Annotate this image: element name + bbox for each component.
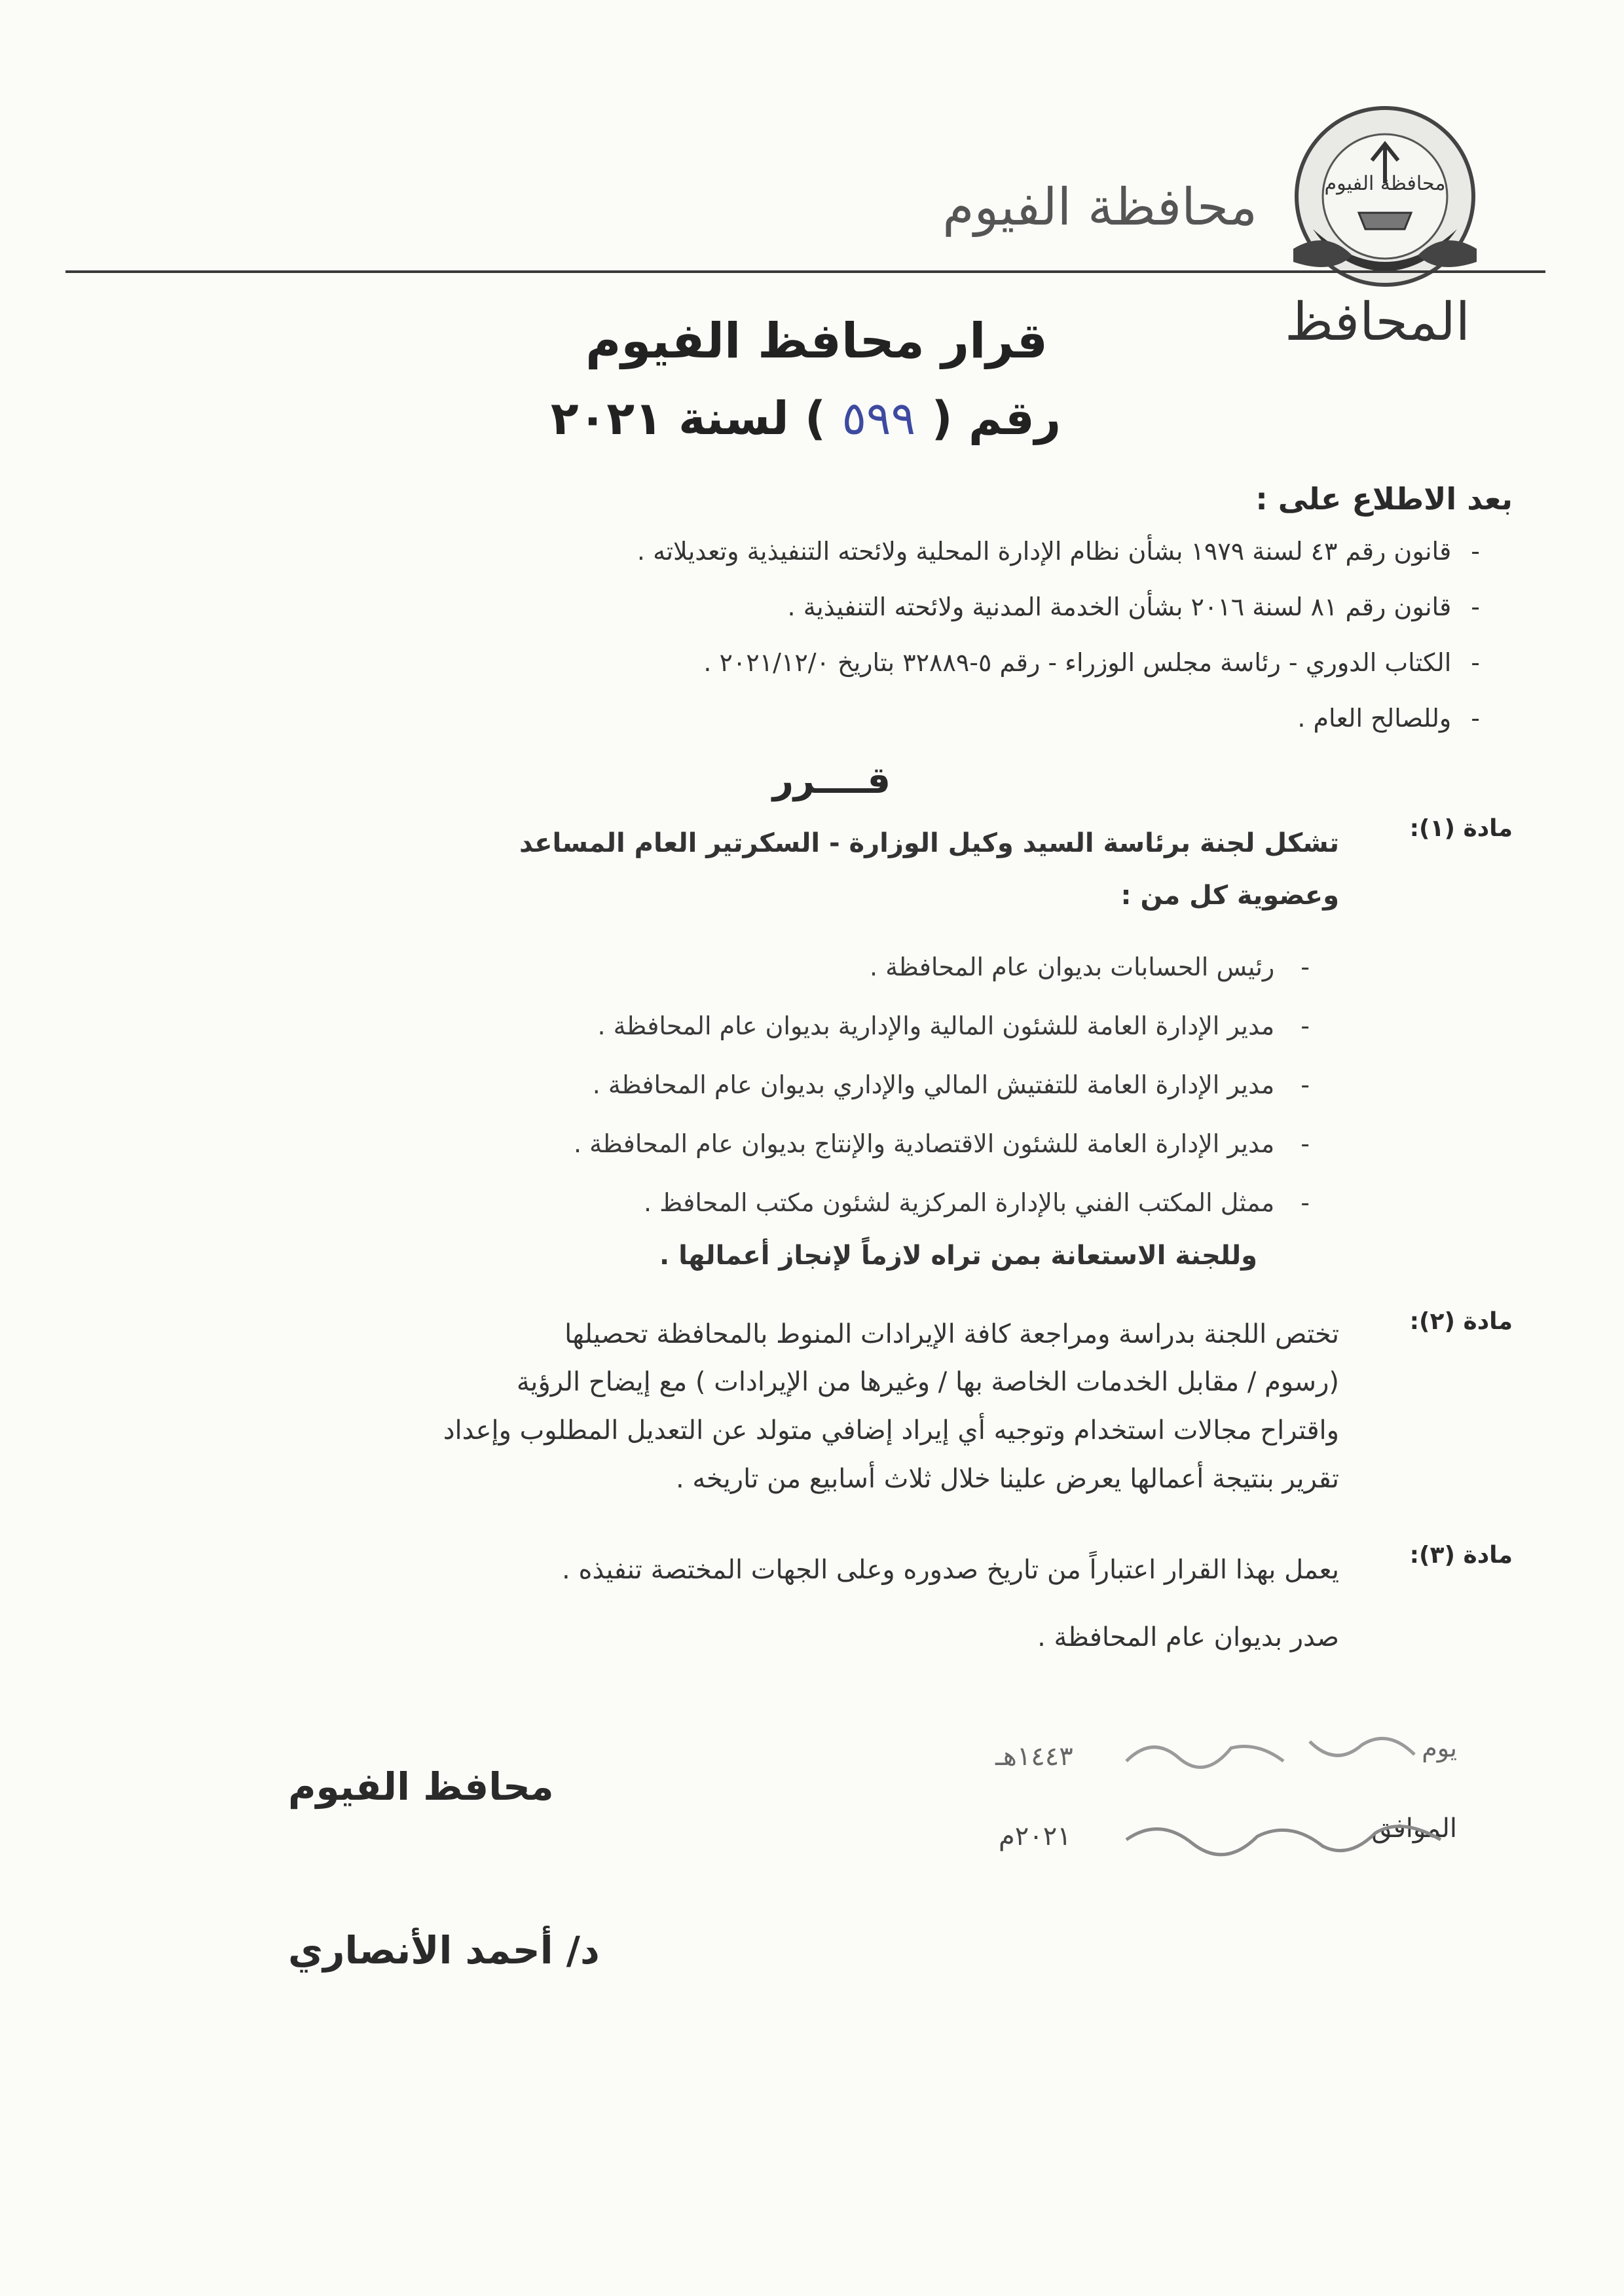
handwritten-gregorian-date [1113, 1807, 1480, 1866]
article-3-line: يعمل بهذا القرار اعتباراً من تاريخ صدوره وعلى الجهات المختصة تنفيذه . [562, 1555, 1339, 1585]
preamble-item: - الكتاب الدوري - رئاسة مجلس الوزراء - رقم ٥-٣٢٨٨٩ بتاريخ ٢٠٢١/١٢/٠ . [703, 648, 1480, 677]
article-2-label: مادة (٢): [1409, 1308, 1513, 1335]
committee-member: - مدير الإدارة العامة للتفتيش المالي والإداري بديوان عام المحافظة . [593, 1070, 1310, 1099]
article-1-closing: وللجنة الاستعانة بمن تراه لازماً لإنجاز أعمالها . [659, 1241, 1257, 1271]
date-corresponding-label: الموافق [1371, 1813, 1457, 1844]
decree-title: قرار محافظ الفيوم [585, 313, 1048, 369]
article-1-line: وعضوية كل من : [1120, 881, 1339, 911]
decided-heading: قــــرر [772, 759, 891, 802]
committee-member: - مدير الإدارة العامة للشئون الاقتصادية والإنتاج بديوان عام المحافظة . [574, 1129, 1310, 1158]
signature-title: محافظ الفيوم [288, 1764, 554, 1809]
committee-member: - رئيس الحسابات بديوان عام المحافظة . [870, 953, 1310, 981]
seal-text: محافظة الفيوم [1324, 172, 1446, 195]
article-2-line: تقرير بنتيجة أعمالها يعرض علينا خلال ثلاث أسابيع من تاريخه . [675, 1464, 1339, 1494]
decree-number-prefix: رقم ( [931, 392, 1061, 445]
preamble-item: - وللصالح العام . [1297, 704, 1480, 733]
signature-name: د/ أحمد الأنصاري [288, 1928, 600, 1973]
date-gregorian: ٢٠٢١م [999, 1821, 1071, 1851]
article-3-label: مادة (٣): [1409, 1542, 1513, 1569]
governor-label: المحافظ [1284, 291, 1470, 352]
decree-number-value: ٥٩٩ [841, 392, 916, 445]
governorate-title: محافظة الفيوم [942, 178, 1257, 237]
article-1-line: تشكل لجنة برئاسة السيد وكيل الوزارة - السكرتير العام المساعد [519, 828, 1339, 858]
article-2-line: واقتراح مجالات استخدام وتوجيه أي إيراد إضافي متولد عن التعديل المطلوب وإعداد [443, 1415, 1339, 1446]
preamble-heading: بعد الاطلاع على : [1255, 481, 1513, 517]
article-1-label: مادة (١): [1409, 815, 1513, 842]
article-2-line: (رسوم / مقابل الخدمات الخاصة بها / وغيرها من الإيرادات ) مع إيضاح الرؤية [516, 1367, 1339, 1397]
preamble-item: - قانون رقم ٨١ لسنة ٢٠١٦ بشأن الخدمة المدنية ولائحته التنفيذية . [788, 592, 1480, 621]
decree-number [551, 392, 1061, 445]
governorate-seal-logo [1287, 98, 1483, 295]
date-day-label: يوم [1422, 1734, 1457, 1762]
committee-member: - مدير الإدارة العامة للشئون المالية والإدارية بديوان عام المحافظة . [597, 1011, 1310, 1040]
issued-line: صدر بديوان عام المحافظة . [1037, 1622, 1339, 1652]
committee-member: - ممثل المكتب الفني بالإدارة المركزية لشئون مكتب المحافظ . [644, 1188, 1310, 1217]
decree-number-suffix: ) لسنة ٢٠٢١ [550, 392, 826, 445]
preamble-item: - قانون رقم ٤٣ لسنة ١٩٧٩ بشأن نظام الإدارة المحلية ولائحته التنفيذية وتعديلاته . [637, 537, 1480, 566]
article-2-line: تختص اللجنة بدراسة ومراجعة كافة الإيرادات المنوط بالمحافظة تحصيلها [564, 1319, 1339, 1349]
header-divider [65, 270, 1545, 273]
date-hijri: ١٤٤٣هـ [995, 1741, 1073, 1772]
handwritten-hijri-date [1113, 1722, 1454, 1781]
